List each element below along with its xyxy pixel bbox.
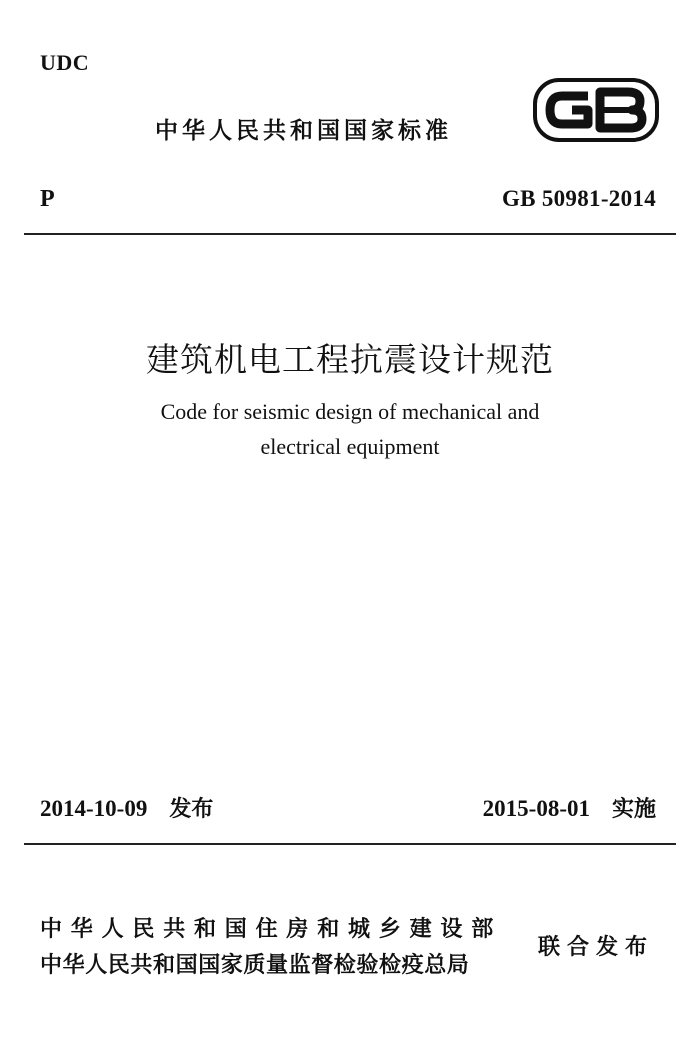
title-english-line2: electrical equipment — [260, 434, 440, 459]
gb-logo-icon — [532, 76, 660, 144]
issue-date: 2014-10-09 — [40, 796, 148, 821]
joint-publish-label: 联合发布 — [538, 935, 655, 960]
udc-label: UDC — [40, 50, 90, 75]
effective-date: 2015-08-01 — [482, 796, 590, 821]
title-english — [0, 394, 700, 464]
effective-label: 实施 — [611, 797, 656, 822]
issue-label: 发布 — [169, 797, 214, 822]
top-divider — [24, 233, 676, 235]
bottom-divider — [24, 843, 676, 845]
national-standard-heading: 中华人民共和国国家标准 — [155, 118, 452, 144]
issue-date-block — [40, 792, 213, 823]
classification-code: P — [40, 186, 55, 212]
title-chinese: 建筑机电工程抗震设计规范 — [146, 340, 554, 379]
standard-number: GB 50981-2014 — [501, 186, 656, 211]
publisher-line2: 中华人民共和国国家质量监督检验检疫总局 — [40, 953, 470, 978]
publisher-block — [40, 912, 680, 992]
title-english-line1: Code for seismic design of mechanical and — [160, 399, 540, 424]
publisher-line1: 中华人民共和国住房和城乡建设部 — [40, 917, 503, 942]
effective-date-block — [483, 792, 656, 823]
